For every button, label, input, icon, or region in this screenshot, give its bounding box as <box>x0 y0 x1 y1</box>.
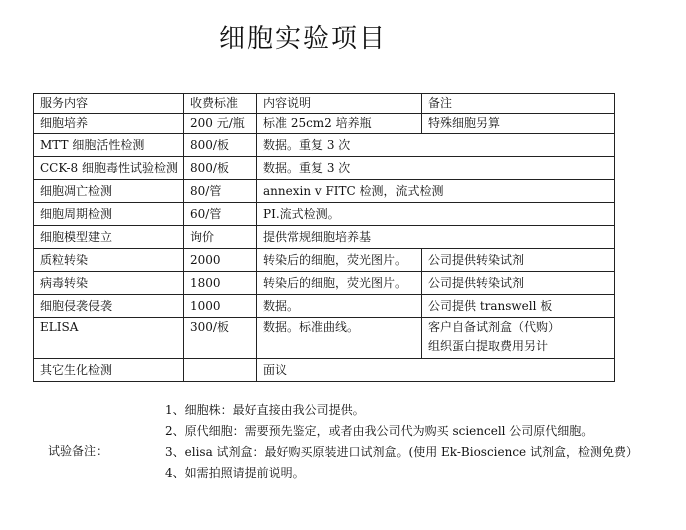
cell-desc: 数据。标准曲线。 <box>257 318 422 359</box>
cell-desc: 数据。重复 3 次 <box>257 134 615 157</box>
table-row <box>34 134 615 157</box>
cell-service: 细胞模型建立 <box>34 226 184 249</box>
cell-note <box>422 318 615 359</box>
cell-desc: 转染后的细胞，荧光图片。 <box>257 272 422 295</box>
cell-service: CCK-8 细胞毒性试验检测 <box>34 157 184 180</box>
cell-service: 细胞周期检测 <box>34 203 184 226</box>
cell-fee: 2000 <box>184 249 257 272</box>
cell-desc: 数据。 <box>257 295 422 318</box>
cell-service: 细胞凋亡检测 <box>34 180 184 203</box>
table-row <box>34 359 615 382</box>
cell-desc: 数据。重复 3 次 <box>257 157 615 180</box>
table-header-row <box>34 94 615 114</box>
cell-fee <box>184 359 257 382</box>
notes-label: 试验备注： <box>48 444 109 458</box>
table-row <box>34 114 615 134</box>
cell-fee: 1800 <box>184 272 257 295</box>
table-row <box>34 318 615 359</box>
cell-fee: 800/板 <box>184 134 257 157</box>
cell-note: 公司提供转染试剂 <box>422 249 615 272</box>
cell-service: 其它生化检测 <box>34 359 184 382</box>
cell-service: 细胞侵袭侵袭 <box>34 295 184 318</box>
cell-service: ELISA <box>34 318 184 359</box>
table-row <box>34 157 615 180</box>
cell-note-line: 客户自备试剂盒（代购） <box>428 320 561 334</box>
header-desc: 内容说明 <box>257 94 422 114</box>
cell-desc: PI.流式检测。 <box>257 203 615 226</box>
header-note: 备注 <box>422 94 615 114</box>
cell-desc: annexin v FITC 检测，流式检测 <box>257 180 615 203</box>
table-row <box>34 203 615 226</box>
cell-fee: 1000 <box>184 295 257 318</box>
cell-fee: 60/管 <box>184 203 257 226</box>
cell-service: 质粒转染 <box>34 249 184 272</box>
cell-fee: 80/管 <box>184 180 257 203</box>
cell-desc: 转染后的细胞，荧光图片。 <box>257 249 422 272</box>
table-row <box>34 180 615 203</box>
note-line: 2、原代细胞：需要预先鉴定，或者由我公司代为购买 sciencell 公司原代细胞。 <box>165 424 594 438</box>
cell-fee: 200 元/瓶 <box>184 114 257 134</box>
page-title: 细胞实验项目 <box>218 24 387 54</box>
cell-desc: 提供常规细胞培养基 <box>257 226 615 249</box>
cell-service: 细胞培养 <box>34 114 184 134</box>
note-line: 3、elisa 试剂盒：最好购买原装进口试剂盒。(使用 Ek-Bioscience 试剂盒，检测免费） <box>165 445 638 459</box>
cell-desc: 面议 <box>257 359 615 382</box>
table-row <box>34 272 615 295</box>
cell-note: 特殊细胞另算 <box>422 114 615 134</box>
note-line: 1、细胞株：最好直接由我公司提供。 <box>165 403 365 417</box>
header-fee: 收费标准 <box>184 94 257 114</box>
cell-note: 公司提供转染试剂 <box>422 272 615 295</box>
table-row <box>34 226 615 249</box>
cell-note-line: 组织蛋白提取费用另计 <box>428 339 549 353</box>
service-table <box>33 93 615 382</box>
cell-service: MTT 细胞活性检测 <box>34 134 184 157</box>
cell-fee: 询价 <box>184 226 257 249</box>
cell-note: 公司提供 transwell 板 <box>422 295 615 318</box>
table-row <box>34 295 615 318</box>
cell-service: 病毒转染 <box>34 272 184 295</box>
cell-fee: 800/板 <box>184 157 257 180</box>
table-row <box>34 249 615 272</box>
note-line: 4、如需拍照请提前说明。 <box>165 466 305 480</box>
header-service: 服务内容 <box>34 94 184 114</box>
cell-fee: 300/板 <box>184 318 257 359</box>
cell-desc: 标准 25cm2 培养瓶 <box>257 114 422 134</box>
